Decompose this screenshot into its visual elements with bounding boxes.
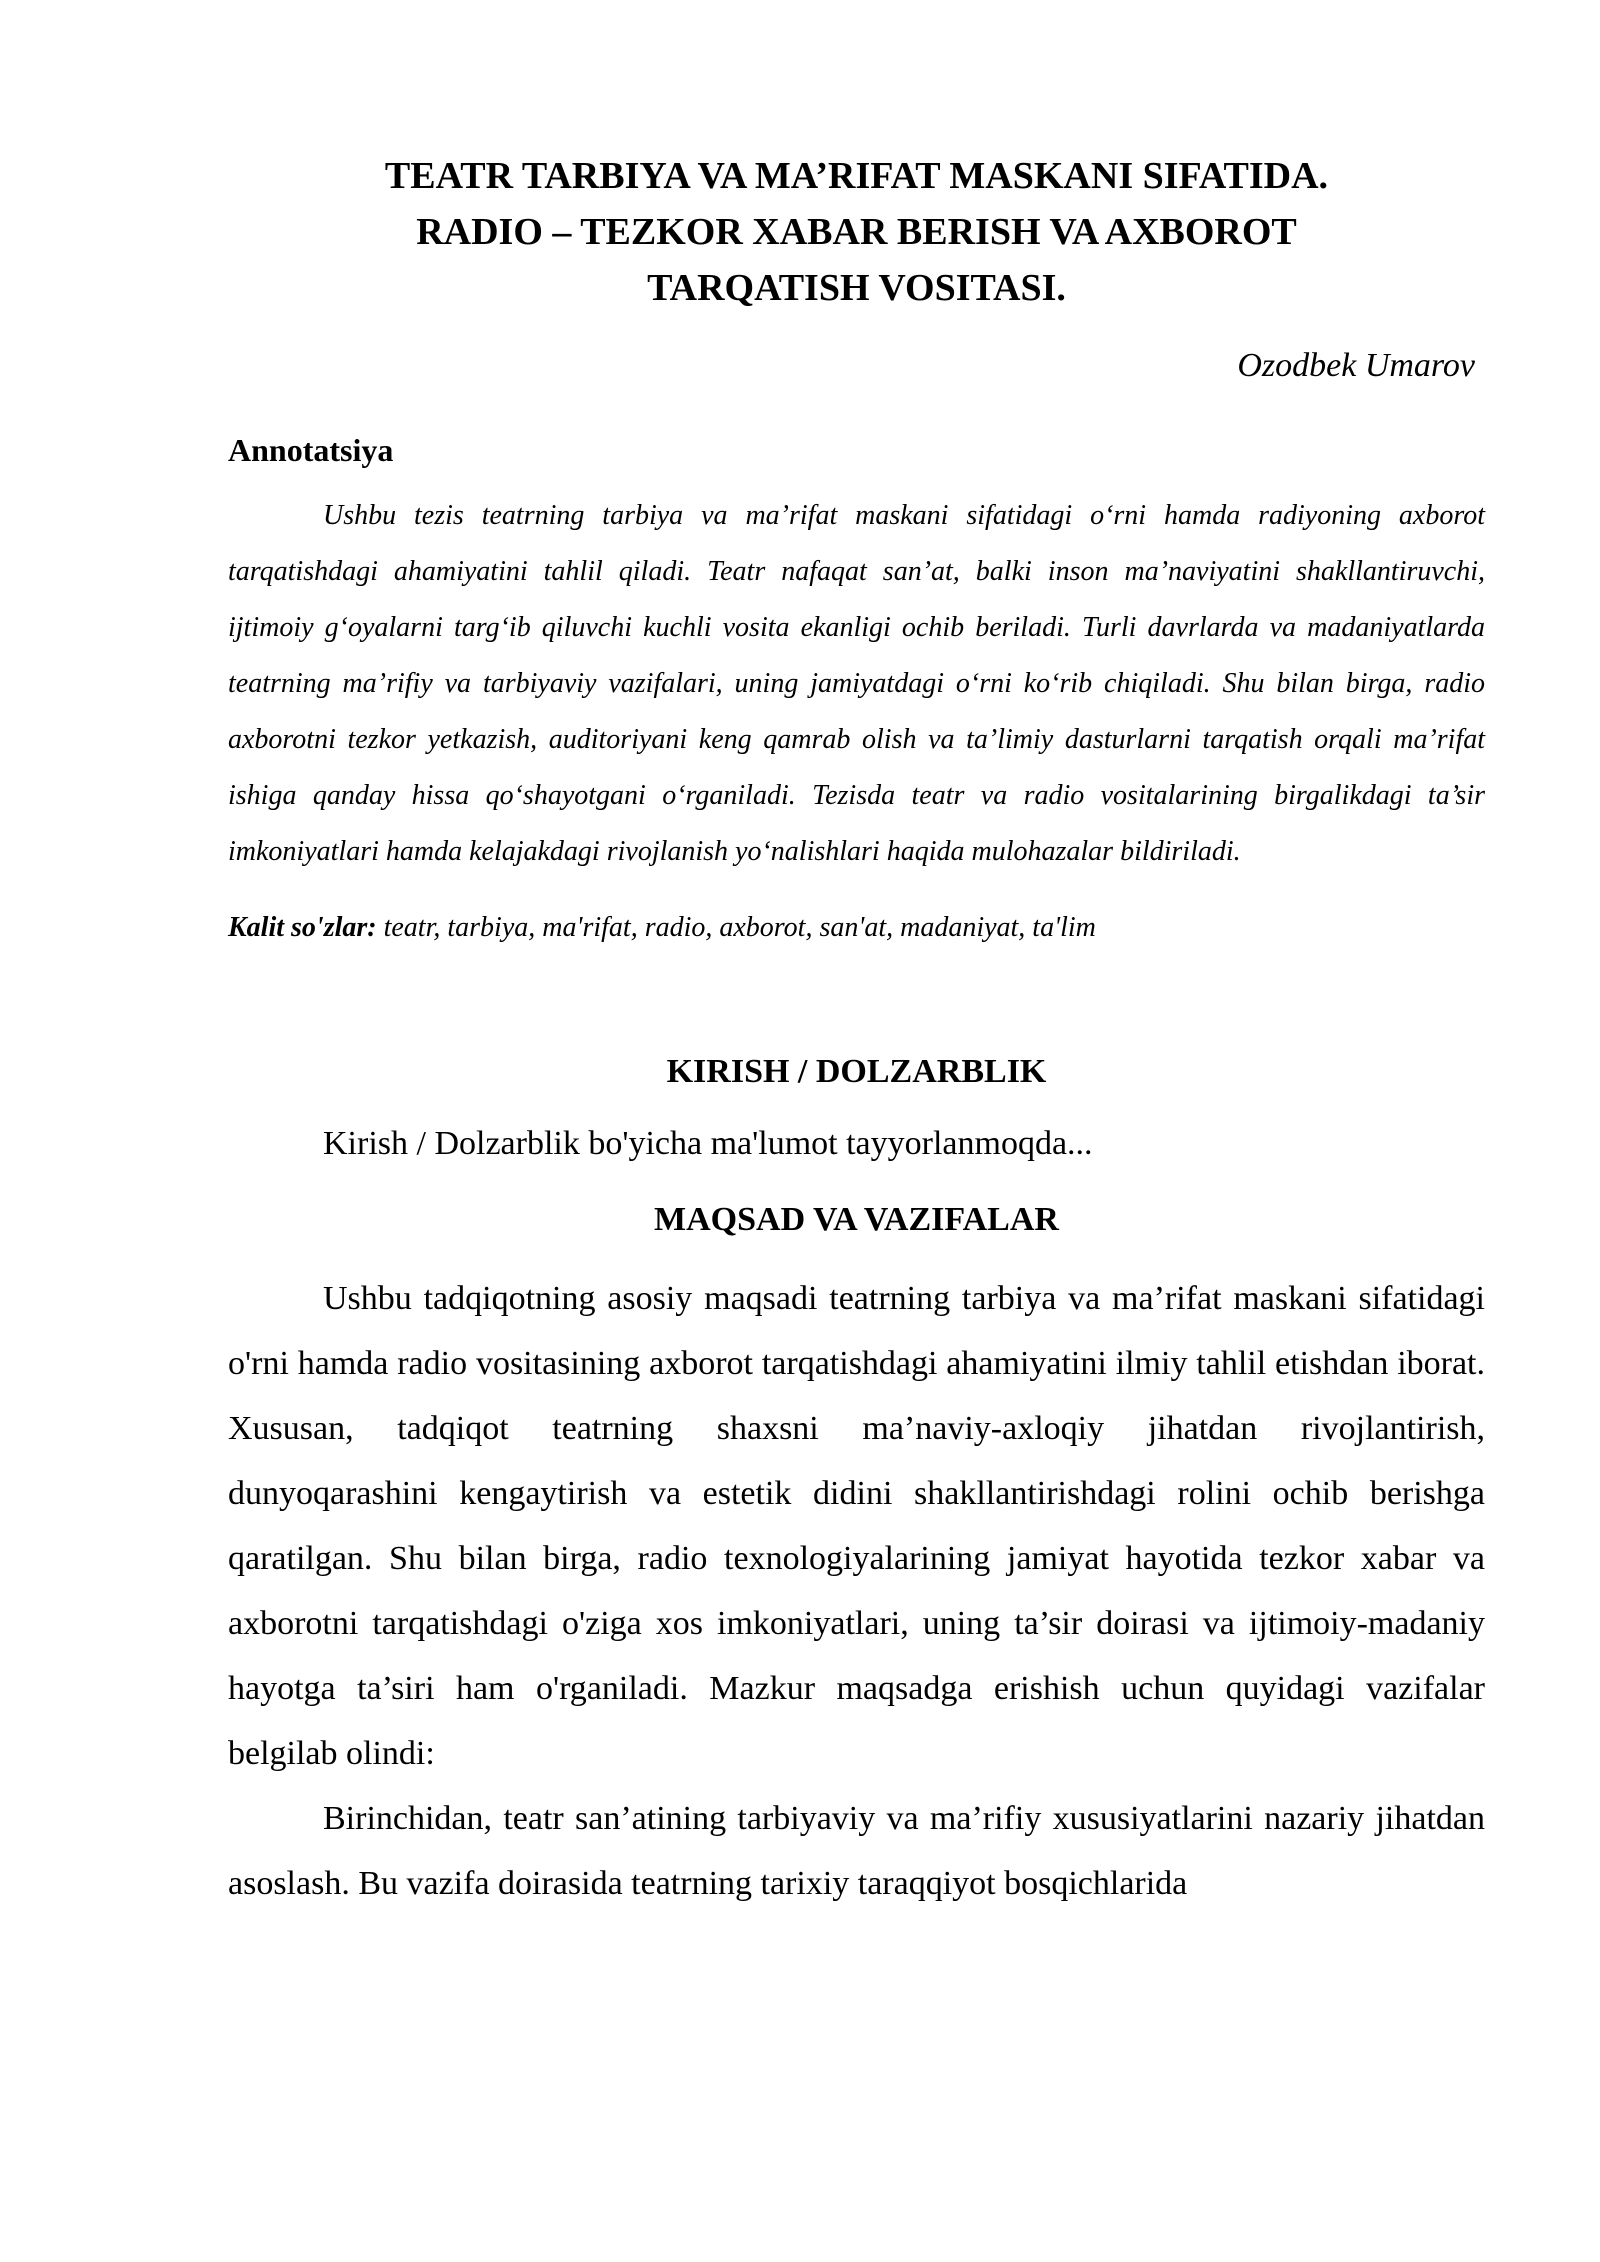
- title-line-2: RADIO – TEZKOR XABAR BERISH VA AXBOROT: [416, 211, 1297, 253]
- document-page: [228, 0, 1485, 1916]
- section-heading-intro: KIRISH / DOLZARBLIK: [666, 1053, 1047, 1090]
- annotation-text: Ushbu tezis teatrning tarbiya va ma’rifat maskani sifatidagi o‘rni hamda radiyoning axborot tarqatishdagi ahamiyatini tahlil qiladi. Teatr nafaqat san’at, balki inson ma’naviyatini shakllantiruvchi, ijtimoiy g‘oyalarni targ‘ib qiluvchi kuchli vosita ekanligi ochib beriladi. Turli davrlarda va madaniyatlarda teatrning ma’rifiy va tarbiyaviy vazifalari, uning jamiyatdagi o‘rni ko‘rib chiqiladi. Shu bilan birga, radio axborotni tezkor yetkazish, auditoriyani keng qamrab olish va ta’limiy dasturlarni tarqatish orqali ma’rifat ishiga qanday hissa qo‘shayotgani o‘rganiladi. Tezisda teatr va radio vositalarining birgalikdagi ta’sir imkoniyatlari hamda kelajakdagi rivojlanish yo‘nalishlari haqida mulohazalar bildiriladi.: [228, 500, 1485, 867]
- section-heading-goals: MAQSAD VA VAZIFALAR: [654, 1201, 1059, 1238]
- intro-text: Kirish / Dolzarblik bo'yicha ma'lumot tayyorlanmoqda...: [323, 1125, 1093, 1162]
- keywords-line: [228, 908, 1485, 948]
- keywords-label: Kalit so'zlar:: [228, 912, 377, 943]
- title-line-3: TARQATISH VOSITASI.: [647, 267, 1066, 309]
- goals-paragraph-2: Birinchidan, teatr san’atining tarbiyaviy va ma’rifiy xususiyatlarini nazariy jihatdan asoslash. Bu vazifa doirasida teatrning tarixiy taraqqiyot bosqichlarida: [228, 1800, 1485, 1902]
- goals-paragraph-1: Ushbu tadqiqotning asosiy maqsadi teatrning tarbiya va ma’rifat maskani sifatidagi o'rni hamda radio vositasining axborot tarqatishdagi ahamiyatini ilmiy tahlil etishdan iborat. Xususan, tadqiqot teatrning shaxsni ma’naviy-axloqiy jihatdan rivojlantirish, dunyoqarashini kengaytirish va estetik didini shakllantirishdagi rolini ochib berishga qaratilgan. Shu bilan birga, radio texnologiyalarining jamiyat hayotida tezkor xabar va axborotni tarqatishdagi o'ziga xos imkoniyatlari, uning ta’sir doirasi va ijtimoiy-madaniy hayotga ta’siri ham o'rganiladi. Mazkur maqsadga erishish uchun quyidagi vazifalar belgilab olindi:: [228, 1280, 1485, 1772]
- annotation-heading: Annotatsiya: [228, 432, 394, 468]
- author-name: Ozodbek Umarov: [1237, 347, 1475, 384]
- title-line-1: TEATR TARBIYA VA MA’RIFAT MASKANI SIFATIDA.: [384, 155, 1329, 197]
- keywords-text: teatr, tarbiya, ma'rifat, radio, axborot, san'at, madaniyat, ta'lim: [376, 912, 1096, 943]
- document-title: [228, 148, 1485, 316]
